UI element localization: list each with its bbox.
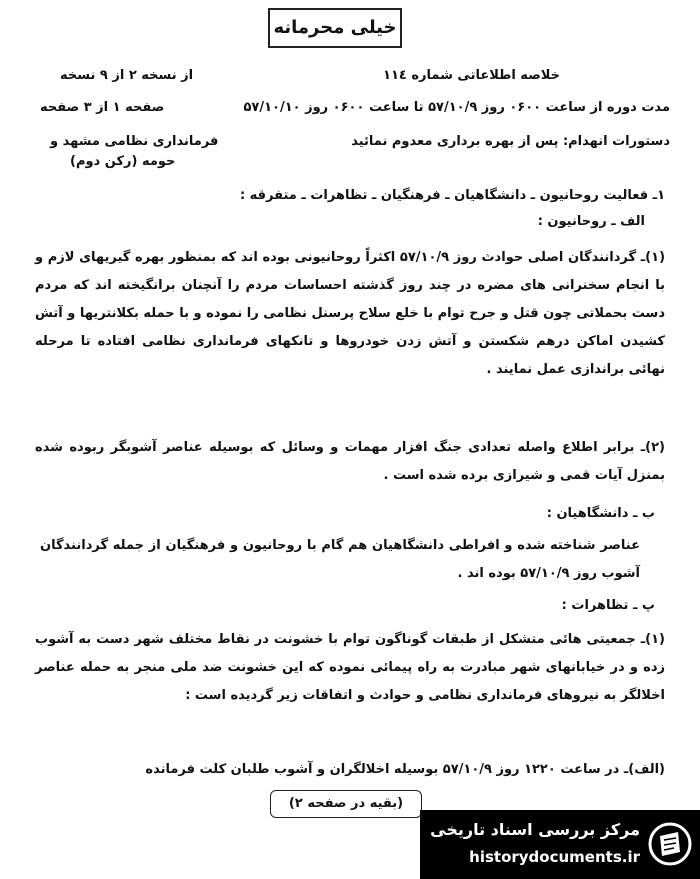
recipient-line-2: حومه (رکن دوم) [70, 154, 176, 169]
period-line: مدت دوره از ساعت ۰۶۰۰ روز ۵۷/۱۰/۹ تا ساعت ۰۶۰۰ روز ۵۷/۱۰/۱۰ [243, 100, 670, 115]
subsection-p-title: پ ـ تظاهرات : [561, 598, 655, 613]
watermark-title: مرکز بررسی اسناد تاریخی [430, 820, 640, 839]
continued-note: (بقیه در صفحه ۲) [270, 790, 422, 818]
watermark-url: historydocuments.ir [469, 848, 640, 866]
report-title: خلاصه اطلاعاتی شماره ۱۱٤ [383, 68, 560, 83]
paragraph-4: (۱)ـ جمعیتی هائی متشکل از طبقات گوناگون توام با خشونت در نقاط مختلف شهر دست به آشوب زده و در خیابانهای شهر مبادرت به راه پیمائی نموده که این خشونت ضد ملی منجر به حمله عناصر اخلالگر به نیروهای فرمانداری نظامی و حوادث و اتفاقات زیر گردیده است : [35, 632, 665, 703]
document-logo-icon [648, 822, 692, 866]
destruction-instructions: دستورات انهدام: پس از بهره برداری معدوم نمائید [351, 134, 670, 149]
subsection-b-title: ب ـ دانشگاهیان : [546, 506, 655, 521]
paragraph-3: عناصر شناخته شده و افراطی دانشگاهیان هم گام با روحانیون و فرهنگیان از جمله گردانندگان آشوب روز ۵۷/۱۰/۹ بوده اند . [40, 538, 640, 581]
section-1-title: ۱ـ فعالیت روحانیون ـ دانشگاهیان ـ فرهنگیان ـ تظاهرات ـ متفرقه : [239, 188, 665, 203]
paragraph-1: (۱)ـ گردانندگان اصلی حوادث روز ۵۷/۱۰/۹ اکثراً روحانیونی بوده اند که بمنظور بهره گیریهای لازم و با انجام سخنرانی های مضره در چند روز گذشته احساسات مردم را آنچنان برانگیخته اند که مردم دست بحملاتی چون قتل و جرح توام با خلع سلاح پرسنل نظامی را نموده و با حمله بکلانتریها و آتش کشیدن اماکن درهم شکستن و آتش زدن خودروها و تانکهای فرمانداری نظامی افتاده تا مرحله نهائی براندازی عمل نمایند . [35, 250, 666, 377]
paragraph-5: (الف)ـ در ساعت ۱۲۲۰ روز ۵۷/۱۰/۹ بوسیله اخلالگران و آشوب طلبان کلت فرمانده [145, 762, 665, 777]
classification-stamp: خیلی محرمانه [268, 8, 402, 48]
copy-info: از نسخه ۲ از ۹ نسخه [60, 68, 194, 83]
watermark-banner [420, 810, 700, 879]
recipient-line-1: فرمانداری نظامی مشهد و [50, 134, 219, 149]
paragraph-2: (۲)ـ برابر اطلاع واصله تعدادی جنگ افزار مهمات و وسائل که بوسیله عناصر آشوبگر ربوده شده بمنزل آیات قمی و شیرازی برده شده است . [35, 440, 665, 483]
page-info: صفحه ۱ از ۳ صفحه [40, 100, 165, 115]
subsection-a-title: الف ـ روحانیون : [537, 214, 645, 229]
